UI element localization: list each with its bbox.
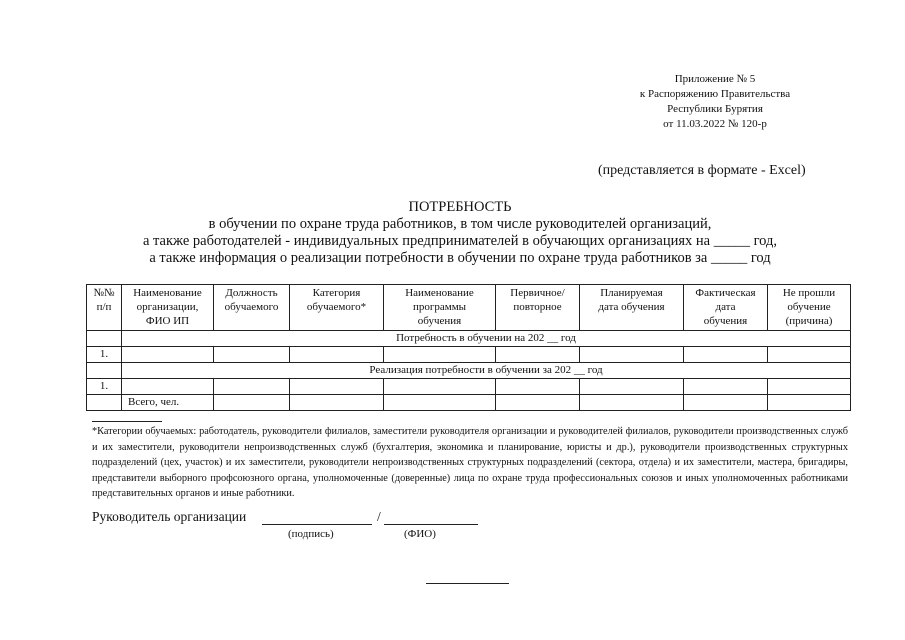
table-row [87,379,851,395]
section-row-needs [87,331,851,347]
col-actual-date-header: Фактическая дата обучения [684,285,768,331]
annex-line-2: к Распоряжению Правительства [639,88,791,100]
col-program-header: Наименование программы обучения [384,285,496,331]
col-planned-date-header: Планируемая дата обучения [580,285,684,331]
row-number: 1. [87,379,122,395]
title-line-1: в обучении по охране труда работников, в том числе руководителей организаций, [208,216,712,232]
annex-line-3: Республики Бурятия [667,103,763,115]
name-caption: (ФИО) [404,528,436,540]
footnote: *Категории обучаемых: работодатель, руководители филиалов, заместители руководителя организации и руководителей филиалов, руководители производственных служб и их заместители, руководители непроизводственных служб (бухгалтерия, экономика и планирование, юристы и др.), руководители производственных структурных подразделений (цех, участок) и их заместители, руководители непроизводственных структурных подразделений (сектора, отдела) и их заместители, мастера, бригадиры, представители выборного профсоюзного органа, уполномоченные (доверенные) лица по охране труда профессиональных союзов и иных уполномоченных работниками представительных органов и иные работники. [92,426,848,499]
name-line [384,524,478,525]
col-primary-repeat-header: Первичное/ повторное [496,285,580,331]
title-line-3: а также информация о реализации потребности в обучении по охране труда работников за _____ год [149,250,771,266]
annex-line-1: Приложение № 5 [674,73,756,85]
signature-line [262,524,372,525]
col-organization-header: Наименование организации, ФИО ИП [122,285,214,331]
annex-line-4: от 11.03.2022 № 120-р [663,118,767,130]
col-position-header: Должность обучаемого [214,285,290,331]
signature-slash: / [377,509,381,524]
section-row-realization [87,363,851,379]
signature-caption: (подпись) [288,528,334,540]
signature-label: Руководитель организации [92,509,247,524]
footnote-divider [92,421,162,422]
section-realization-label: Реализация потребности в обучении за 202 __ год [122,363,851,379]
section-needs-label: Потребность в обучении на 202 __ год [122,331,851,347]
total-label: Всего, чел. [122,395,214,411]
col-not-trained-header: Не прошли обучение (причина) [768,285,851,331]
title-heading: ПОТРЕБНОСТЬ [408,199,512,215]
training-needs-table [86,284,851,411]
table-total-row [87,395,851,411]
title-line-2: а также работодателей - индивидуальных предпринимателей в обучающих организациях на _____ год, [142,233,778,249]
col-category-header: Категория обучаемого* [290,285,384,331]
annex-reference [600,72,830,132]
document-title [60,199,860,267]
row-number: 1. [87,347,122,363]
table-header-row [87,285,851,331]
end-divider [426,583,509,584]
table-row [87,347,851,363]
format-note: (представляется в формате - Excel) [598,163,806,178]
col-number-header: №№ п/п [87,285,122,331]
